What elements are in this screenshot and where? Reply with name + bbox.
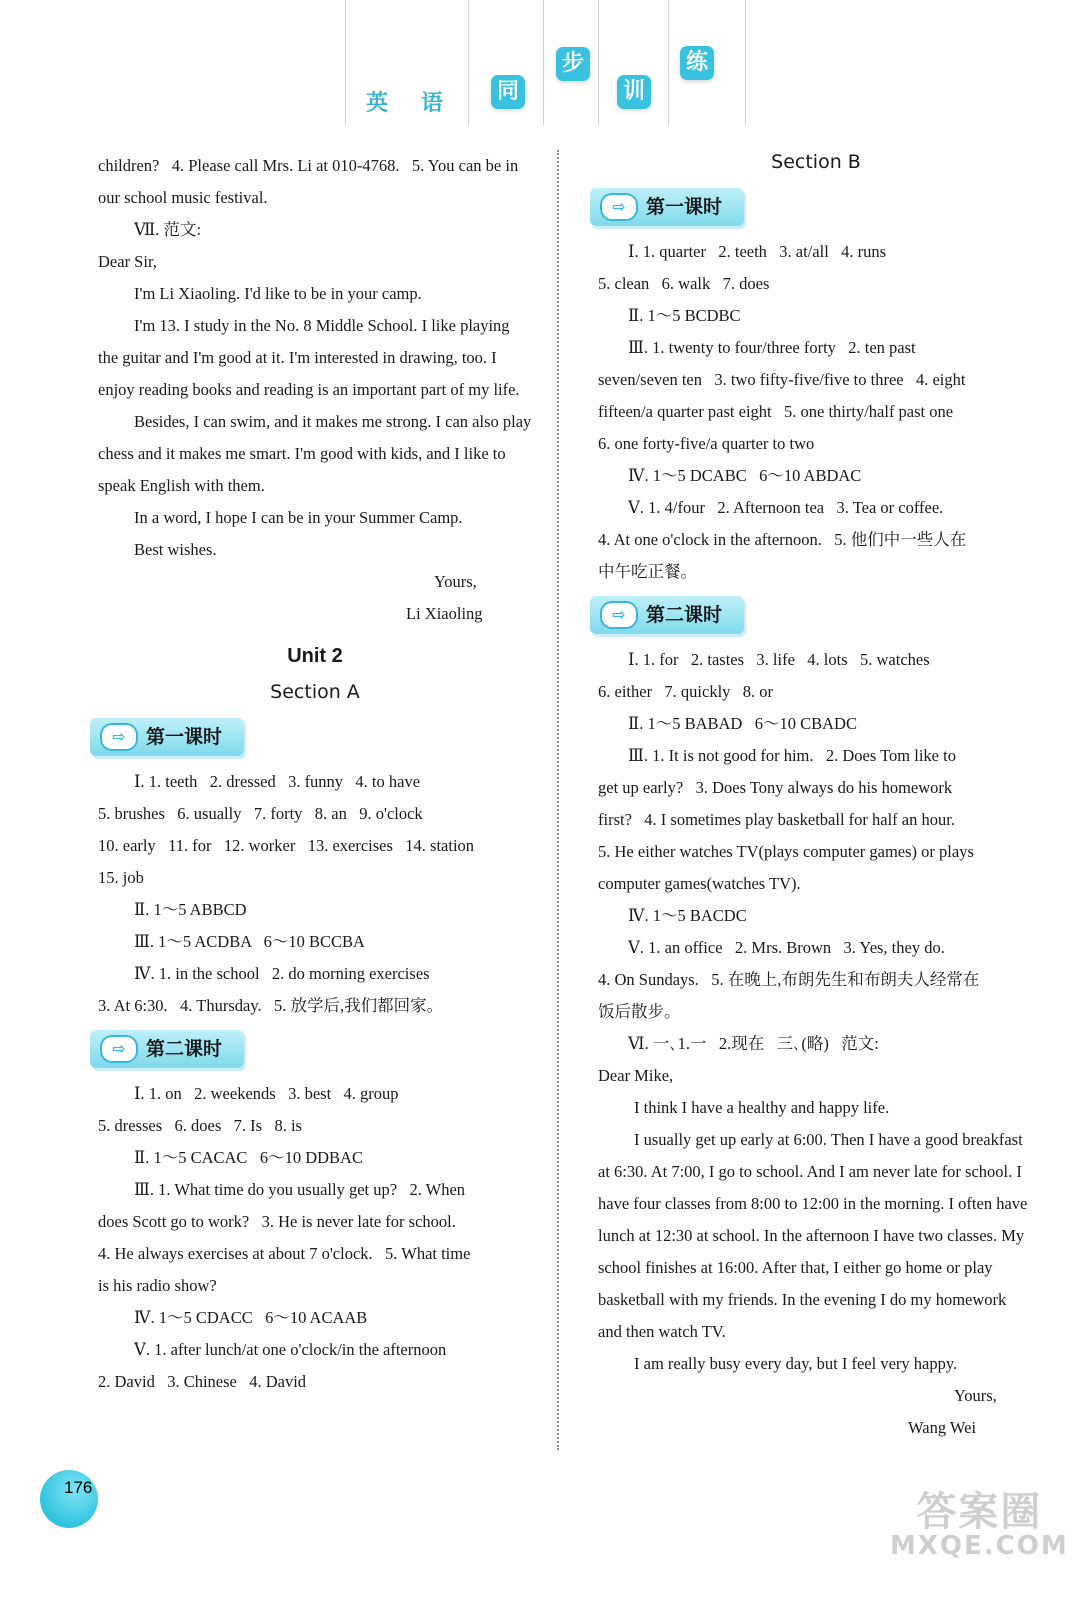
arrow-right-icon: ⇨ [100,1035,138,1063]
header-char-box: 同 [491,75,525,109]
answer-line: get up early? 3. Does Tony always do his homework [598,778,953,797]
intro-line: Ⅶ. 范文: [134,220,202,239]
sample-letter [598,1060,1034,1444]
letter-paragraph: Besides, I can swim, and it makes me strong. I can also play chess and it makes me smart. I'm good with kids, and I like to speak English with them. [98,412,536,495]
arrow-right-icon: ⇨ [600,193,638,221]
lesson-badge-label: 第一课时 [146,726,223,748]
answer-line: 5. brushes 6. usually 7. forty 8. an 9. o'clock [98,804,423,823]
answer-line: Ⅱ. 1～5 ABBCD [134,900,247,919]
answer-line: Ⅰ. 1. on 2. weekends 3. best 4. group [134,1084,399,1103]
header-rule [345,0,346,125]
lesson-badge [590,188,744,226]
answer-line: Ⅴ. 1. 4/four 2. Afternoon tea 3. Tea or coffee. [628,498,944,517]
header-rule [745,0,746,125]
letter-signature: Wang Wei [908,1418,977,1437]
section-title: Section B [771,151,861,173]
answer-line: 饭后散步。 [598,1002,681,1021]
answer-line: Ⅱ. 1～5 CACAC 6～10 DDBAC [134,1148,363,1167]
unit-title: Unit 2 [287,645,343,667]
answer-line: Ⅳ. 1. in the school 2. do morning exercises [134,964,430,983]
lesson-badge-label: 第一课时 [646,196,723,218]
watermark-line: 答案圈 [916,1489,1043,1535]
answer-line: is his radio show? [98,1276,217,1295]
watermark-line: MXQE.COM [890,1531,1069,1561]
intro-line: children? 4. Please call Mrs. Li at 010-4768. 5. You can be in our school music festival. [98,156,523,207]
answer-line: 4. At one o'clock in the afternoon. 5. 他们中一些人在 [598,530,967,549]
answer-line: Ⅳ. 1～5 CDACC 6～10 ACAAB [134,1308,368,1327]
answer-line: seven/seven ten 3. two fifty-five/five to three 4. eight [598,370,966,389]
answer-line: 15. job [98,868,144,887]
lesson-badge-label: 第二课时 [646,604,723,626]
answer-line: Ⅱ. 1～5 BABAD 6～10 CBADC [628,714,857,733]
letter-paragraph: In a word, I hope I can be in your Summer Camp. [134,508,463,527]
letter-paragraph: I usually get up early at 6:00. Then I have a good breakfast at 6:30. At 7:00, I go to school. And I am never late for school. I have four classes from 8:00 to 12:00 in the morning. I often have lunch at 12:30 at school. In the afternoon I have two classes. My school finishes at 16:00. After that, I either go home or play basketball with my friends. In the evening I do my homework and then watch TV. [598,1130,1032,1341]
answer-line: 4. He always exercises at about 7 o'clock. 5. What time [98,1244,471,1263]
answer-line: first? 4. I sometimes play basketball for half an hour. [598,810,955,829]
header-rule [668,0,669,125]
header-char-box: 训 [617,75,651,109]
header-char: 语 [421,91,444,116]
letter-greeting: Dear Mike, [598,1066,674,1085]
letter-paragraph: I'm Li Xiaoling. I'd like to be in your camp. [134,284,422,303]
answer-line: Ⅵ. 一､1.一 2.现在 三､(略) 范文: [628,1034,879,1053]
answer-line: Ⅴ. 1. after lunch/at one o'clock/in the afternoon [134,1340,447,1359]
answer-line: 中午吃正餐。 [598,562,697,581]
page-header [0,0,1084,130]
header-rule [543,0,544,125]
left-column [98,150,536,1398]
answer-line: Ⅲ. 1～5 ACDBA 6～10 BCCBA [134,932,365,951]
answer-line: computer games(watches TV). [598,874,801,893]
answer-line: fifteen/a quarter past eight 5. one thirty/half past one [598,402,954,421]
letter-closing: Yours, [954,1386,997,1405]
letter-signature: Li Xiaoling [406,604,483,623]
watermark-logo [890,1480,1069,1561]
answer-line: Ⅱ. 1～5 BCDBC [628,306,741,325]
answer-line: Ⅰ. 1. for 2. tastes 3. life 4. lots 5. watches [628,650,930,669]
letter-paragraph: Best wishes. [134,540,217,559]
lesson-badge [590,596,744,634]
section-title: Section A [270,681,360,703]
answer-line: Ⅲ. 1. What time do you usually get up? 2. When [134,1180,466,1199]
arrow-right-icon: ⇨ [600,601,638,629]
answer-line: Ⅰ. 1. quarter 2. teeth 3. at/all 4. runs [628,242,887,261]
letter-paragraph: I think I have a healthy and happy life. [634,1098,890,1117]
header-rule [468,0,469,125]
answer-line: 6. either 7. quickly 8. or [598,682,774,701]
answer-line: 5. dresses 6. does 7. Is 8. is [98,1116,302,1135]
lesson-badge-label: 第二课时 [146,1038,223,1060]
header-char-box: 练 [680,46,714,80]
header-char-box: 步 [556,47,590,81]
header-char: 英 [366,91,389,116]
header-rule [598,0,599,125]
answer-line: 10. early 11. for 12. worker 13. exercises 14. station [98,836,475,855]
answer-line: 3. At 6:30. 4. Thursday. 5. 放学后,我们都回家。 [98,996,444,1015]
lesson-badge [90,1030,244,1068]
letter-greeting: Dear Sir, [98,252,157,271]
right-column [598,150,1034,1444]
lesson-badge [90,718,244,756]
answer-line: 4. On Sundays. 5. 在晚上,布朗先生和布朗夫人经常在 [598,970,980,989]
sample-letter [98,246,536,630]
answer-line: Ⅲ. 1. It is not good for him. 2. Does Tom like to [628,746,956,765]
answer-line: Ⅰ. 1. teeth 2. dressed 3. funny 4. to have [134,772,421,791]
arrow-right-icon: ⇨ [100,723,138,751]
letter-closing: Yours, [434,572,477,591]
answer-line: Ⅳ. 1～5 DCABC 6～10 ABDAC [628,466,862,485]
column-divider [557,150,559,1450]
page-number: 176 [64,1478,93,1497]
answer-line: 6. one forty-five/a quarter to two [598,434,815,453]
answer-line: 5. He either watches TV(plays computer games) or plays [598,842,974,861]
answer-line: 2. David 3. Chinese 4. David [98,1372,307,1391]
letter-paragraph: I'm 13. I study in the No. 8 Middle School. I like playing the guitar and I'm good at it. I'm interested in drawing, too. I enjoy reading books and reading is an important part of my life. [98,316,520,399]
answer-line: Ⅲ. 1. twenty to four/three forty 2. ten past [628,338,916,357]
letter-paragraph: I am really busy every day, but I feel very happy. [634,1354,958,1373]
answer-line: does Scott go to work? 3. He is never late for school. [98,1212,456,1231]
answer-line: 5. clean 6. walk 7. does [598,274,770,293]
answer-line: Ⅳ. 1～5 BACDC [628,906,747,925]
answer-line: Ⅴ. 1. an office 2. Mrs. Brown 3. Yes, they do. [628,938,945,957]
